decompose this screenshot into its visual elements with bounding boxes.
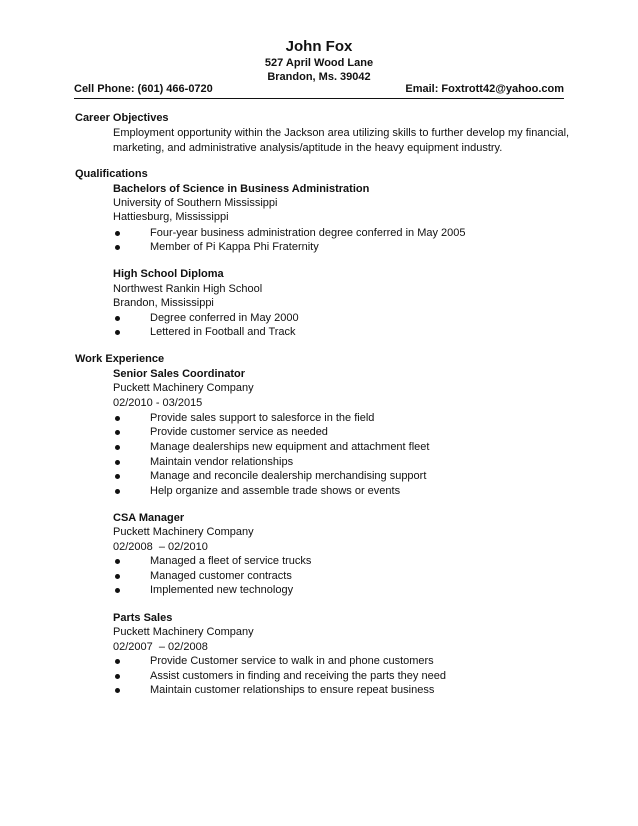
job-company: Puckett Machinery Company <box>113 526 254 538</box>
list-item <box>0 311 638 326</box>
bullet-icon <box>115 588 120 593</box>
list-item <box>0 554 638 569</box>
bullet-icon <box>115 445 120 450</box>
bullet-icon <box>115 330 120 335</box>
job-dates: 02/2008 – 02/2010 <box>113 541 208 553</box>
bullet-icon <box>115 231 120 236</box>
degree-name: High School Diploma <box>113 268 224 280</box>
list-item-text: Manage and reconcile dealership merchandising support <box>150 470 427 482</box>
list-item <box>0 455 638 470</box>
applicant-name: John Fox <box>285 38 353 55</box>
list-item-text: Four-year business administration degree conferred in May 2005 <box>150 227 466 239</box>
list-item-text: Maintain vendor relationships <box>150 456 294 468</box>
list-item-text: Member of Pi Kappa Phi Fraternity <box>150 241 319 253</box>
bullet-icon <box>115 559 120 564</box>
list-item-text: Provide customer service as needed <box>150 426 328 438</box>
list-item <box>0 440 638 455</box>
bullet-icon <box>115 489 120 494</box>
job-title: Senior Sales Coordinator <box>113 368 246 380</box>
degree-location: Hattiesburg, Mississippi <box>113 211 229 223</box>
degree-school: Northwest Rankin High School <box>113 283 263 295</box>
degree-name: Bachelors of Science in Business Administration <box>113 183 370 195</box>
bullet-icon <box>115 674 120 679</box>
list-item <box>0 425 638 440</box>
list-item-text: Help organize and assemble trade shows or events <box>150 485 401 497</box>
contact-row <box>74 82 564 99</box>
cell-phone: Cell Phone: (601) 466-0720 <box>74 83 213 95</box>
bullet-icon <box>115 574 120 579</box>
bullet-icon <box>115 659 120 664</box>
bullet-icon <box>115 474 120 479</box>
list-item <box>0 411 638 426</box>
address-line-1: 527 April Wood Lane <box>264 57 374 69</box>
bullet-icon <box>115 460 120 465</box>
list-item-text: Assist customers in finding and receiving the parts they need <box>150 670 446 682</box>
list-item <box>0 469 638 484</box>
bullet-icon <box>115 416 120 421</box>
list-item-text: Degree conferred in May 2000 <box>150 312 299 324</box>
email-address: Email: Foxtrott42@yahoo.com <box>405 83 564 95</box>
list-item-text: Manage dealerships new equipment and attachment fleet <box>150 441 430 453</box>
job-company: Puckett Machinery Company <box>113 626 254 638</box>
list-item-text: Provide sales support to salesforce in the field <box>150 412 375 424</box>
work-experience-heading: Work Experience <box>75 353 165 365</box>
job-dates: 02/2010 - 03/2015 <box>113 397 203 409</box>
list-item <box>0 569 638 584</box>
list-item <box>0 683 638 698</box>
list-item-text: Managed a fleet of service trucks <box>150 555 312 567</box>
qualifications-heading: Qualifications <box>75 168 148 180</box>
career-objectives-heading: Career Objectives <box>75 112 169 124</box>
degree-school: University of Southern Mississippi <box>113 197 278 209</box>
bullet-icon <box>115 316 120 321</box>
list-item <box>0 669 638 684</box>
bullet-icon <box>115 688 120 693</box>
bullet-icon <box>115 430 120 435</box>
list-item-text: Managed customer contracts <box>150 570 292 582</box>
list-item-text: Implemented new technology <box>150 584 294 596</box>
list-item-text: Provide Customer service to walk in and phone customers <box>150 655 434 667</box>
degree-location: Brandon, Mississippi <box>113 297 214 309</box>
address-line-2: Brandon, Ms. 39042 <box>267 71 371 83</box>
list-item <box>0 240 638 255</box>
list-item <box>0 226 638 241</box>
bullet-icon <box>115 245 120 250</box>
job-dates: 02/2007 – 02/2008 <box>113 641 208 653</box>
career-objectives-text: Employment opportunity within the Jackson area utilizing skills to further develop my financial, marketing, and administrative analysis/aptitude in the heavy equipment industry. <box>113 127 570 154</box>
list-item-text: Lettered in Football and Track <box>150 326 296 338</box>
list-item <box>0 654 638 669</box>
job-title: CSA Manager <box>113 512 185 524</box>
list-item <box>0 583 638 598</box>
job-title: Parts Sales <box>113 612 173 624</box>
list-item <box>0 325 638 340</box>
list-item <box>0 484 638 499</box>
list-item-text: Maintain customer relationships to ensure repeat business <box>150 684 435 696</box>
job-company: Puckett Machinery Company <box>113 382 254 394</box>
